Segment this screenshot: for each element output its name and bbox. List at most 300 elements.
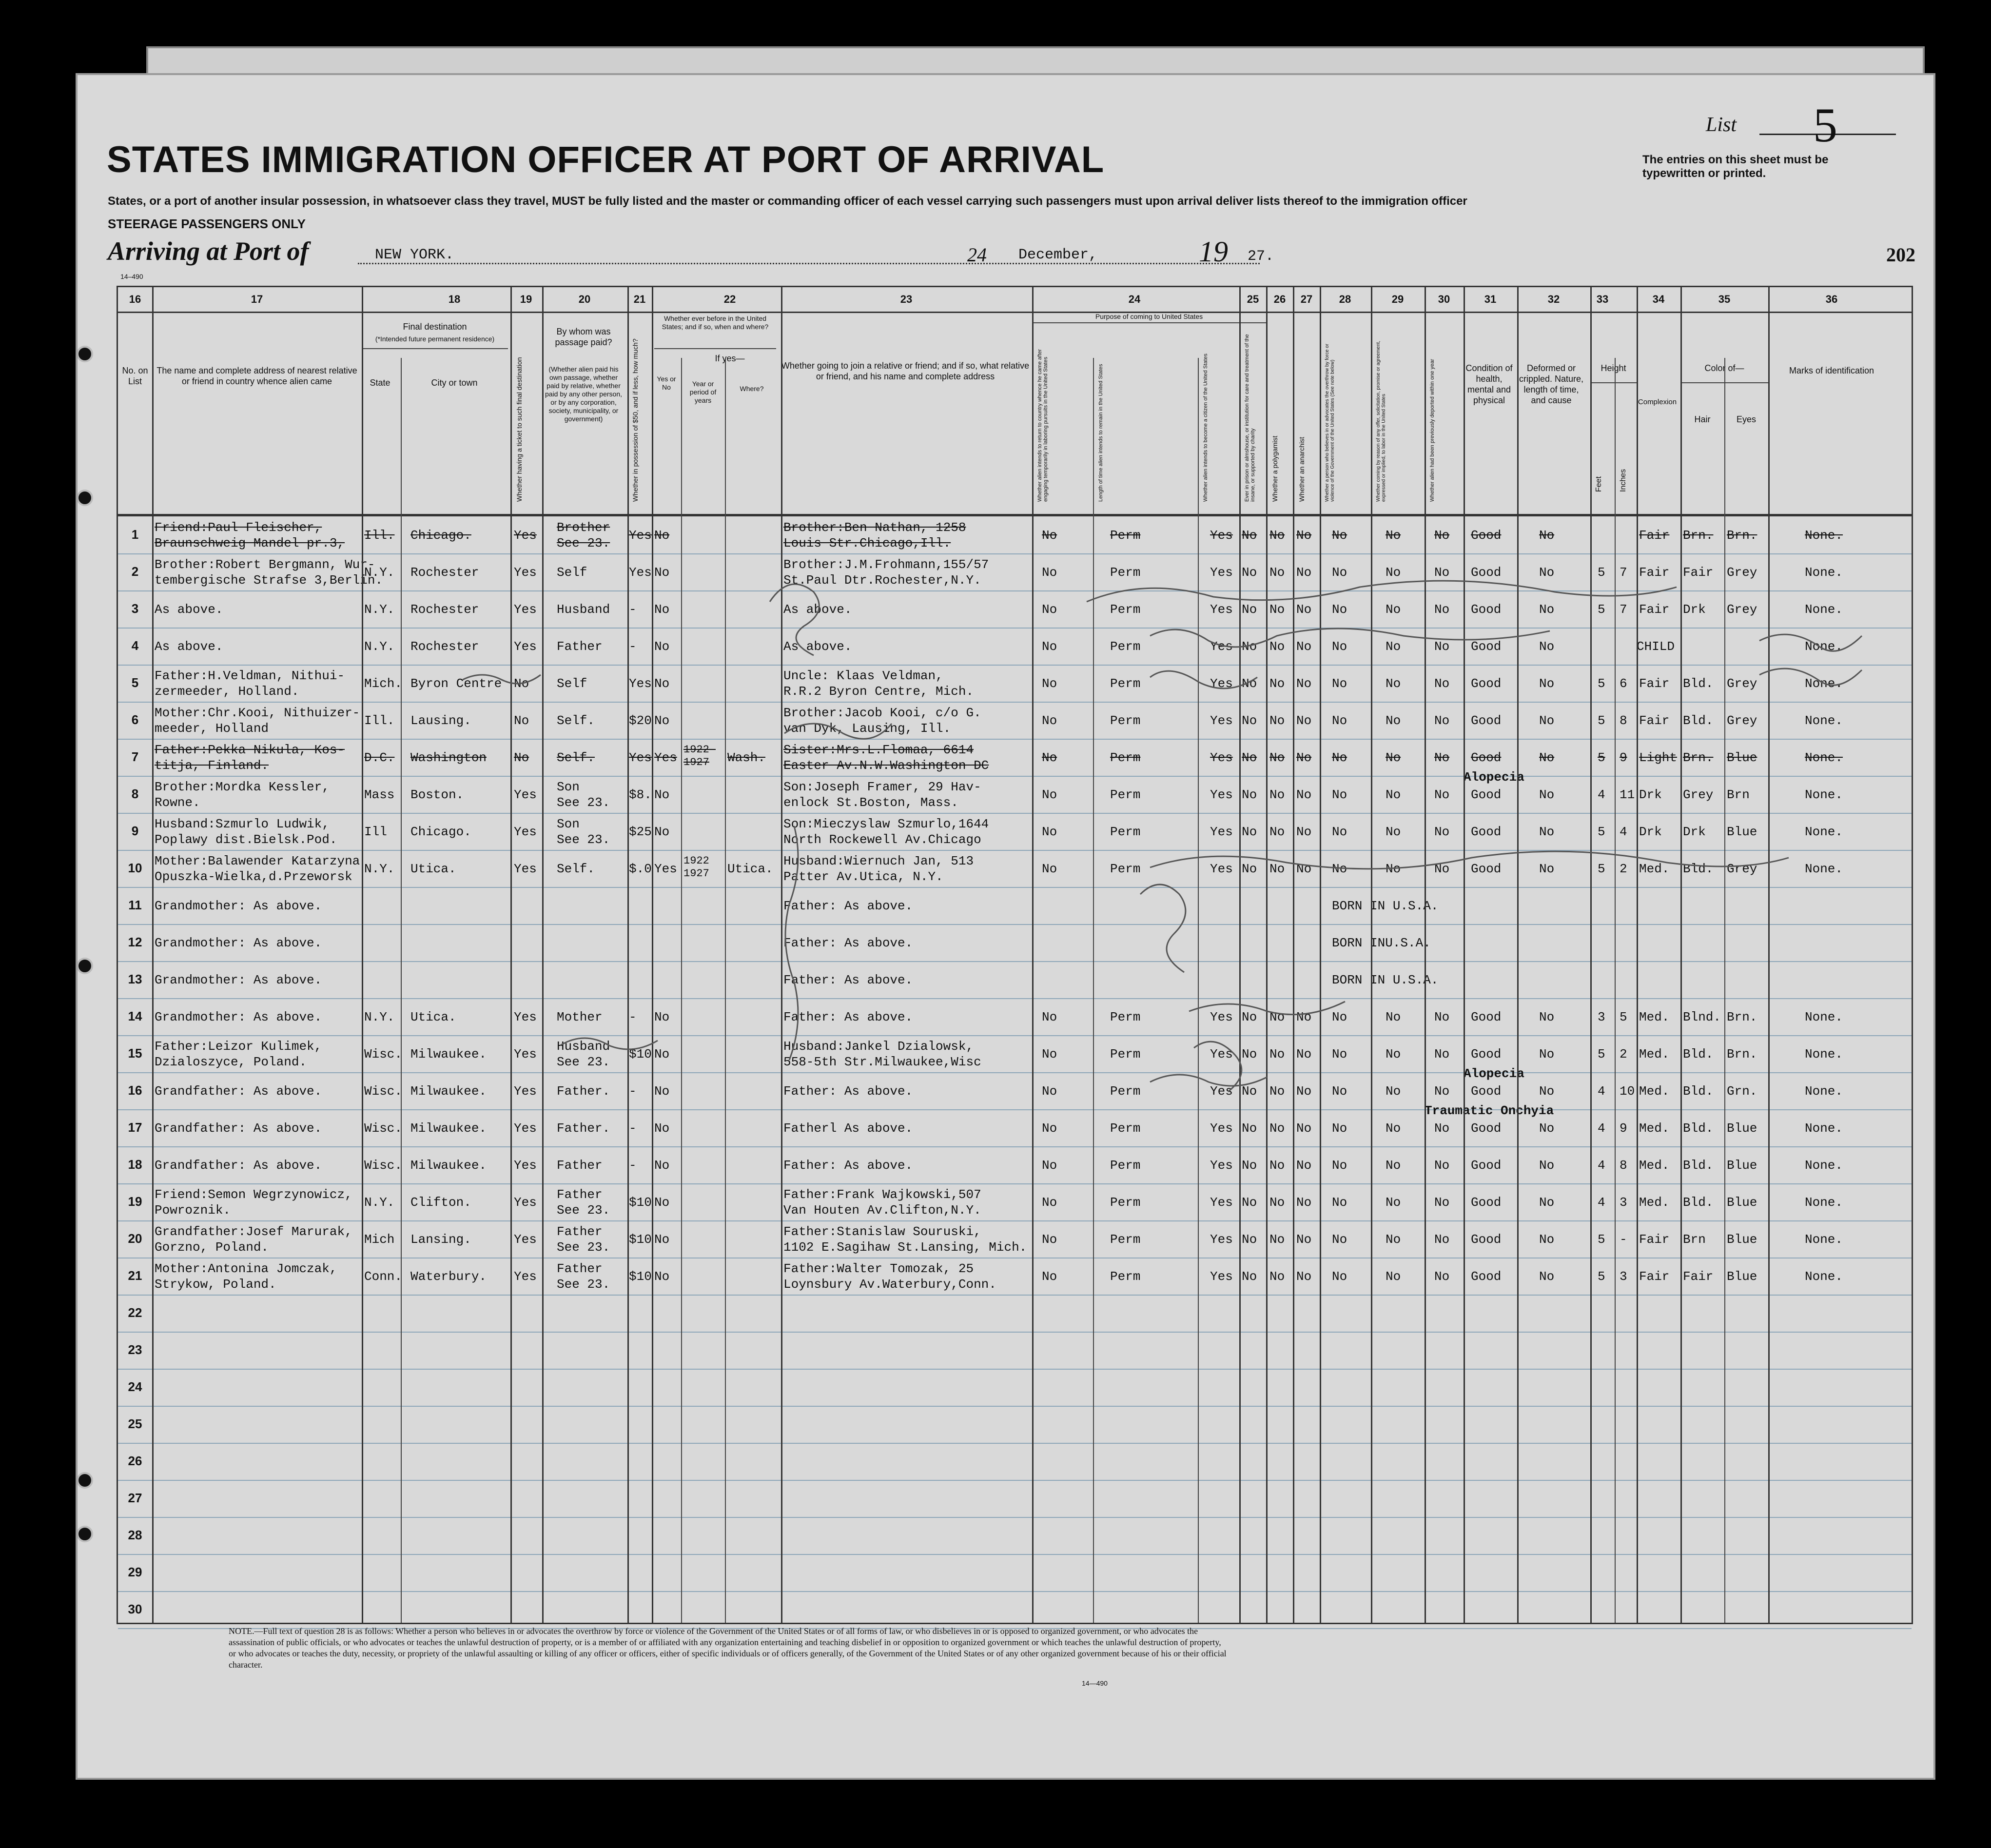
column-number: 28 xyxy=(1339,293,1351,305)
destination-state: N.Y. xyxy=(364,1195,395,1210)
length-of-stay: Perm xyxy=(1110,1121,1141,1136)
hair-color: Bld. xyxy=(1683,1121,1714,1136)
anarchist-value: No xyxy=(1296,1195,1312,1210)
q29-value: No xyxy=(1386,639,1401,654)
row-rule xyxy=(118,1480,1912,1481)
passage-see-23: See 23. xyxy=(557,1277,610,1292)
condition-annotation: Traumatic Onchyia xyxy=(1425,1103,1554,1118)
destination-state: Wisc. xyxy=(364,1047,403,1062)
q30-value: No xyxy=(1434,825,1450,839)
row-number: 22 xyxy=(128,1305,142,1320)
q28-value: No xyxy=(1332,1084,1347,1099)
column-rule xyxy=(152,287,154,1623)
row-number: 24 xyxy=(128,1379,142,1394)
relative-name: Brother:Mordka Kessler, xyxy=(155,780,330,794)
q28-value: No xyxy=(1332,528,1347,543)
q30-value: No xyxy=(1434,750,1450,765)
prison-value: No xyxy=(1242,825,1257,839)
complexion-value: Fair xyxy=(1639,1269,1670,1284)
health-condition: Good xyxy=(1471,1232,1502,1247)
arrival-dotted-line xyxy=(358,263,1260,264)
height-inches: 2 xyxy=(1620,862,1627,876)
anarchist-value: No xyxy=(1296,676,1312,691)
height-feet: 4 xyxy=(1598,1121,1605,1136)
row-rule xyxy=(118,924,1912,925)
destination-city: Milwaukee. xyxy=(410,1047,487,1062)
steerage-label: STEERAGE PASSENGERS ONLY xyxy=(108,216,306,231)
intends-citizen: Yes xyxy=(1210,1232,1233,1247)
join-relative: Son:Mieczyslaw Szmurlo,1644 xyxy=(783,817,989,831)
column-number: 25 xyxy=(1247,293,1259,305)
complexion-value: Light xyxy=(1639,750,1678,765)
row-number: 20 xyxy=(128,1231,142,1246)
health-condition: Good xyxy=(1471,787,1502,802)
deformed-value: No xyxy=(1539,1195,1555,1210)
height-feet: 4 xyxy=(1598,1084,1605,1099)
destination-city: Lausing. xyxy=(410,713,471,728)
ticket-value: Yes xyxy=(514,602,537,617)
prison-value: No xyxy=(1242,639,1257,654)
column-number: 16 xyxy=(129,293,141,305)
years-before: 1922-1927 xyxy=(683,744,716,768)
relative-address: Gorzno, Poland. xyxy=(155,1240,269,1255)
deformed-value: No xyxy=(1539,750,1555,765)
relative-address: Powroznik. xyxy=(155,1203,231,1218)
destination-city: Waterbury. xyxy=(410,1269,487,1284)
column-rule xyxy=(1680,287,1682,1623)
purpose-return: No xyxy=(1042,676,1057,691)
q28-value: No xyxy=(1332,1195,1347,1210)
join-relative: Father: As above. xyxy=(783,1084,913,1099)
intends-citizen: Yes xyxy=(1210,713,1233,728)
purpose-return: No xyxy=(1042,1010,1057,1024)
height-inches: 7 xyxy=(1620,602,1627,617)
polygamist-value: No xyxy=(1269,602,1285,617)
money-amount: $10 xyxy=(629,1047,652,1062)
column-number: 30 xyxy=(1438,293,1450,305)
height-feet: 5 xyxy=(1598,825,1605,839)
eye-color: Brn. xyxy=(1727,528,1757,543)
column-rule xyxy=(401,358,402,1623)
header-where: Where? xyxy=(740,385,764,393)
list-number: 5 xyxy=(1813,98,1837,152)
height-feet: 5 xyxy=(1598,1269,1605,1284)
intends-citizen: Yes xyxy=(1210,528,1233,543)
marks-value: None. xyxy=(1805,713,1843,728)
q30-value: No xyxy=(1434,602,1450,617)
length-of-stay: Perm xyxy=(1110,1269,1141,1284)
height-inches: 11 xyxy=(1620,787,1635,802)
header-passage-paid: By whom was passage paid? xyxy=(555,327,612,347)
passage-see-23: See 23. xyxy=(557,795,610,810)
header-ticket: Whether having a ticket to such final destination xyxy=(515,357,523,502)
intends-citizen: Yes xyxy=(1210,750,1233,765)
relative-name: Grandmother: As above. xyxy=(155,899,322,913)
q28-value: No xyxy=(1332,750,1347,765)
passage-paid-by: Father. xyxy=(557,1084,610,1099)
marks-value: None. xyxy=(1805,1195,1843,1210)
row-number: 25 xyxy=(128,1416,142,1431)
height-inches: 8 xyxy=(1620,713,1627,728)
where-before: Wash. xyxy=(727,750,766,765)
health-condition: Good xyxy=(1471,1047,1502,1062)
polygamist-value: No xyxy=(1269,862,1285,876)
q28-value: No xyxy=(1332,639,1347,654)
hair-color: Bld. xyxy=(1683,713,1714,728)
destination-state: Ill. xyxy=(364,528,395,543)
column-rule xyxy=(1371,287,1372,1623)
relative-name: Brother:Robert Bergmann, Wur- xyxy=(155,557,375,572)
join-relative: Father:Frank Wajkowski,507 xyxy=(783,1187,981,1202)
relative-name: Grandfather: As above. xyxy=(155,1121,322,1136)
header-passage-paid-note: (Whether alien paid his own passage, whether paid by relative, whether paid by any other person, or by any corporation, society, municipality, or government) xyxy=(545,365,622,423)
q29-value: No xyxy=(1386,1084,1401,1099)
row-number: 10 xyxy=(128,861,142,875)
column-rule xyxy=(1198,358,1199,1623)
anarchist-value: No xyxy=(1296,787,1312,802)
relative-name: Mother:Chr.Kooi, Nithuizer- xyxy=(155,706,360,720)
q30-value: No xyxy=(1434,1084,1450,1099)
passage-paid-by: Self xyxy=(557,676,587,691)
passage-paid-by: Self. xyxy=(557,750,595,765)
row-number: 27 xyxy=(128,1491,142,1505)
column-rule xyxy=(1425,287,1426,1623)
relative-name: Father:Leizor Kulimek, xyxy=(155,1039,322,1054)
q30-value: No xyxy=(1434,1232,1450,1247)
join-relative: Father: As above. xyxy=(783,936,913,950)
marks-value: None. xyxy=(1805,862,1843,876)
header-inches: Inches xyxy=(1619,469,1627,492)
prison-value: No xyxy=(1242,787,1257,802)
relative-address: titja, Finland. xyxy=(155,758,269,773)
passage-paid-by: Father xyxy=(557,1224,603,1239)
q28-value: No xyxy=(1332,1269,1347,1284)
header-condition: Condition of health, mental and physical xyxy=(1465,363,1513,405)
row-number: 9 xyxy=(131,824,139,838)
height-feet: 5 xyxy=(1598,1232,1605,1247)
polygamist-value: No xyxy=(1269,1010,1285,1024)
prison-value: No xyxy=(1242,1010,1257,1024)
row-number: 29 xyxy=(128,1565,142,1579)
height-inches: 10 xyxy=(1620,1084,1635,1099)
relative-name: Grandfather:Josef Marurak, xyxy=(155,1224,352,1239)
ticket-value: No xyxy=(514,676,529,691)
height-feet: 4 xyxy=(1598,1195,1605,1210)
destination-city: Utica. xyxy=(410,862,456,876)
join-relative: Sister:Mrs.L.Flomaa, 6614 xyxy=(783,743,974,757)
height-feet: 3 xyxy=(1598,1010,1605,1024)
relative-address: Poplawy dist.Bielsk.Pod. xyxy=(155,832,337,847)
prison-value: No xyxy=(1242,750,1257,765)
condition-annotation: Alopecia xyxy=(1464,1066,1524,1081)
header-join-relative: Whether going to join a relative or friend; and if so, what relative or friend, and his name and complete address xyxy=(781,361,1030,381)
column-number: 26 xyxy=(1273,293,1286,305)
q30-value: No xyxy=(1434,1269,1450,1284)
complexion-value: Med. xyxy=(1639,1010,1670,1024)
q28-value: No xyxy=(1332,602,1347,617)
column-number: 18 xyxy=(448,293,461,305)
relative-name: Father:H.Veldman, Nithui- xyxy=(155,668,345,683)
join-address: 1102 E.Sagihaw St.Lansing, Mich. xyxy=(783,1240,1027,1255)
manifest-table xyxy=(117,286,1913,1624)
manifest-sheet xyxy=(76,73,1935,1780)
footer-code: 14—490 xyxy=(1082,1679,1108,1687)
health-condition: Good xyxy=(1471,1158,1502,1173)
intends-citizen: Yes xyxy=(1210,639,1233,654)
hair-color: Bld. xyxy=(1683,1084,1714,1099)
row-rule xyxy=(118,1109,1912,1110)
q30-value: No xyxy=(1434,1121,1450,1136)
polygamist-value: No xyxy=(1269,639,1285,654)
eye-color: Brn xyxy=(1727,787,1750,802)
header-height: Height xyxy=(1601,363,1626,373)
header-length-of-time: Length of time alien intends to remain in the United States xyxy=(1098,364,1104,502)
column-number: 32 xyxy=(1547,293,1560,305)
prison-value: No xyxy=(1242,862,1257,876)
been-before: No xyxy=(654,713,670,728)
header-if-yes: If yes— xyxy=(715,354,745,363)
row-rule xyxy=(118,998,1912,999)
passage-see-23: See 23. xyxy=(557,832,610,847)
destination-city: Utica. xyxy=(410,1010,456,1024)
health-condition: Good xyxy=(1471,639,1502,654)
purpose-divider xyxy=(1032,322,1266,323)
where-before: Utica. xyxy=(727,862,773,876)
join-relative: Brother:Ben Nathan, 1258 xyxy=(783,520,966,535)
height-feet: 5 xyxy=(1598,565,1605,580)
marks-value: None. xyxy=(1805,528,1843,543)
relative-name: As above. xyxy=(155,639,223,654)
eye-color: Grey xyxy=(1727,565,1757,580)
money-amount: - xyxy=(629,602,637,617)
marks-value: None. xyxy=(1805,825,1843,839)
marks-value: None. xyxy=(1805,1121,1843,1136)
row-number: 4 xyxy=(131,638,139,653)
marks-value: None. xyxy=(1805,639,1843,654)
anarchist-value: No xyxy=(1296,750,1312,765)
passage-paid-by: Mother xyxy=(557,1010,603,1024)
eye-color: Blue xyxy=(1727,750,1757,765)
destination-state: N.Y. xyxy=(364,565,395,580)
marks-value: None. xyxy=(1805,1084,1843,1099)
row-rule xyxy=(118,702,1912,703)
eye-color: Brn. xyxy=(1727,1047,1757,1062)
list-label: List xyxy=(1706,114,1737,136)
anarchist-value: No xyxy=(1296,639,1312,654)
row-rule xyxy=(118,1517,1912,1518)
binder-hole xyxy=(77,958,93,974)
row-number: 8 xyxy=(131,786,139,801)
marks-value: None. xyxy=(1805,602,1843,617)
deformed-value: No xyxy=(1539,639,1555,654)
height-inches: 6 xyxy=(1620,676,1627,691)
hair-color: Bld. xyxy=(1683,676,1714,691)
destination-city: Rochester xyxy=(410,639,479,654)
intends-citizen: Yes xyxy=(1210,825,1233,839)
column-number: 22 xyxy=(723,293,736,305)
anarchist-value: No xyxy=(1296,862,1312,876)
prison-value: No xyxy=(1242,1121,1257,1136)
q29-value: No xyxy=(1386,750,1401,765)
prison-value: No xyxy=(1242,1195,1257,1210)
relative-address: Strykow, Poland. xyxy=(155,1277,276,1292)
row-rule xyxy=(118,1443,1912,1444)
row-number: 7 xyxy=(131,749,139,764)
eye-color: Blue xyxy=(1727,1232,1757,1247)
row-rule xyxy=(118,1035,1912,1036)
header-ever-before: Whether ever before in the United States; and if so, when and where? xyxy=(662,315,769,331)
health-condition: Good xyxy=(1471,825,1502,839)
year-suffix: 27. xyxy=(1248,248,1274,265)
complexion-value: Med. xyxy=(1639,1047,1670,1062)
row-rule xyxy=(118,1183,1912,1184)
q30-value: No xyxy=(1434,639,1450,654)
complexion-value: Med. xyxy=(1639,1121,1670,1136)
q29-value: No xyxy=(1386,528,1401,543)
column-rule xyxy=(1320,287,1321,1623)
q29-value: No xyxy=(1386,1047,1401,1062)
destination-state: Mich xyxy=(364,1232,395,1247)
q29-value: No xyxy=(1386,1158,1401,1173)
deformed-value: No xyxy=(1539,787,1555,802)
column-number: 23 xyxy=(900,293,913,305)
q28-value: No xyxy=(1332,565,1347,580)
destination-city: Chicago. xyxy=(410,825,471,839)
q28-value: No xyxy=(1332,1121,1347,1136)
polygamist-value: No xyxy=(1269,1084,1285,1099)
row-rule xyxy=(118,776,1912,777)
marks-value: None. xyxy=(1805,1010,1843,1024)
length-of-stay: Perm xyxy=(1110,1232,1141,1247)
row-rule xyxy=(118,887,1912,888)
join-relative: Father: As above. xyxy=(783,1158,913,1173)
hair-color: Bld. xyxy=(1683,1195,1714,1210)
purpose-return: No xyxy=(1042,713,1057,728)
column-number: 33 xyxy=(1596,293,1609,305)
column-number-row xyxy=(118,287,1912,313)
anarchist-value: No xyxy=(1296,1047,1312,1062)
anarchist-value: No xyxy=(1296,528,1312,543)
q29-value: No xyxy=(1386,676,1401,691)
been-before: No xyxy=(654,1195,670,1210)
money-amount: - xyxy=(629,1084,637,1099)
purpose-return: No xyxy=(1042,750,1057,765)
deformed-value: No xyxy=(1539,1010,1555,1024)
intends-citizen: Yes xyxy=(1210,1010,1233,1024)
relative-name: Friend:Paul Fleischer, xyxy=(155,520,322,535)
height-inches: 8 xyxy=(1620,1158,1627,1173)
relative-address: Rowne. xyxy=(155,795,200,810)
join-relative: Father: As above. xyxy=(783,1010,913,1024)
passage-paid-by: Son xyxy=(557,780,580,794)
ticket-value: Yes xyxy=(514,1269,537,1284)
ticket-value: No xyxy=(514,713,529,728)
intends-citizen: Yes xyxy=(1210,1195,1233,1210)
row-number: 11 xyxy=(128,898,142,912)
header-polygamist: Whether a polygamist xyxy=(1271,435,1279,502)
deformed-value: No xyxy=(1539,825,1555,839)
row-number: 3 xyxy=(131,601,139,616)
eye-color: Blue xyxy=(1727,1158,1757,1173)
money-amount: - xyxy=(629,639,637,654)
health-condition: Good xyxy=(1471,565,1502,580)
column-rule xyxy=(1590,287,1592,1623)
row-rule xyxy=(118,1369,1912,1370)
column-rule xyxy=(1517,287,1519,1623)
been-before: No xyxy=(654,1047,670,1062)
health-condition: Good xyxy=(1471,528,1502,543)
destination-state: N.Y. xyxy=(364,602,395,617)
column-rule xyxy=(1266,287,1268,1623)
ticket-value: Yes xyxy=(514,1195,537,1210)
q29-value: No xyxy=(1386,713,1401,728)
header-marks: Marks of identification xyxy=(1789,366,1874,375)
row-number: 18 xyxy=(128,1157,142,1172)
header-city: City or town xyxy=(431,378,478,388)
join-address: Louis Str.Chicago,Ill. xyxy=(783,536,951,550)
header-citizen: Whether alien intends to become a citizen of the United States xyxy=(1203,354,1209,502)
purpose-return: No xyxy=(1042,1269,1057,1284)
intends-citizen: Yes xyxy=(1210,1269,1233,1284)
ticket-value: Yes xyxy=(514,639,537,654)
height-divider xyxy=(1590,382,1637,383)
prison-value: No xyxy=(1242,1047,1257,1062)
q30-value: No xyxy=(1434,565,1450,580)
health-condition: Good xyxy=(1471,676,1502,691)
length-of-stay: Perm xyxy=(1110,1010,1141,1024)
hair-color: Grey xyxy=(1683,787,1714,802)
join-address: enlock St.Boston, Mass. xyxy=(783,795,958,810)
q30-value: No xyxy=(1434,1158,1450,1173)
q28-value: No xyxy=(1332,676,1347,691)
header-complexion: Complexion xyxy=(1638,398,1677,406)
column-number: 17 xyxy=(251,293,263,305)
column-number: 36 xyxy=(1825,293,1838,305)
q30-value: No xyxy=(1434,528,1450,543)
length-of-stay: Perm xyxy=(1110,639,1141,654)
header-eyes: Eyes xyxy=(1736,414,1757,424)
purpose-return: No xyxy=(1042,787,1057,802)
header-state: State xyxy=(370,378,390,388)
column-rule xyxy=(1724,358,1725,1623)
page-title: STATES IMMIGRATION OFFICER AT PORT OF ARRIVAL xyxy=(107,139,1105,180)
header-deformed: Deformed or crippled. Nature, length of time, and cause xyxy=(1519,363,1584,405)
column-rule xyxy=(725,358,726,1623)
header-yes-no: Yes or No xyxy=(657,375,676,391)
eye-color: Brn. xyxy=(1727,1010,1757,1024)
passage-paid-by: Husband xyxy=(557,1039,610,1054)
eye-color: Blue xyxy=(1727,825,1757,839)
been-before: No xyxy=(654,825,670,839)
polygamist-value: No xyxy=(1269,787,1285,802)
page-number: 202 xyxy=(1886,244,1915,266)
height-feet: 5 xyxy=(1598,713,1605,728)
money-amount: - xyxy=(629,1121,637,1136)
height-feet: 4 xyxy=(1598,1158,1605,1173)
length-of-stay: Perm xyxy=(1110,1158,1141,1173)
q28-value: No xyxy=(1332,713,1347,728)
passage-paid-by: Father xyxy=(557,1261,603,1276)
passage-paid-by: Father xyxy=(557,1187,603,1202)
destination-city: Clifton. xyxy=(410,1195,471,1210)
row-rule xyxy=(118,1146,1912,1147)
column-rule xyxy=(1637,287,1638,1623)
marks-value: None. xyxy=(1805,1269,1843,1284)
length-of-stay: Perm xyxy=(1110,565,1141,580)
relative-name: Grandmother: As above. xyxy=(155,1010,322,1024)
header-final-destination-note: (*Intended future permanent residence) xyxy=(375,335,495,343)
page-subtitle: States, or a port of another insular possession, in whatsoever class they travel, MUST be fully listed and the master or commanding officer of each vessel carrying such passengers must upon arrival deliver lists thereof to the immigration officer xyxy=(108,195,1467,208)
